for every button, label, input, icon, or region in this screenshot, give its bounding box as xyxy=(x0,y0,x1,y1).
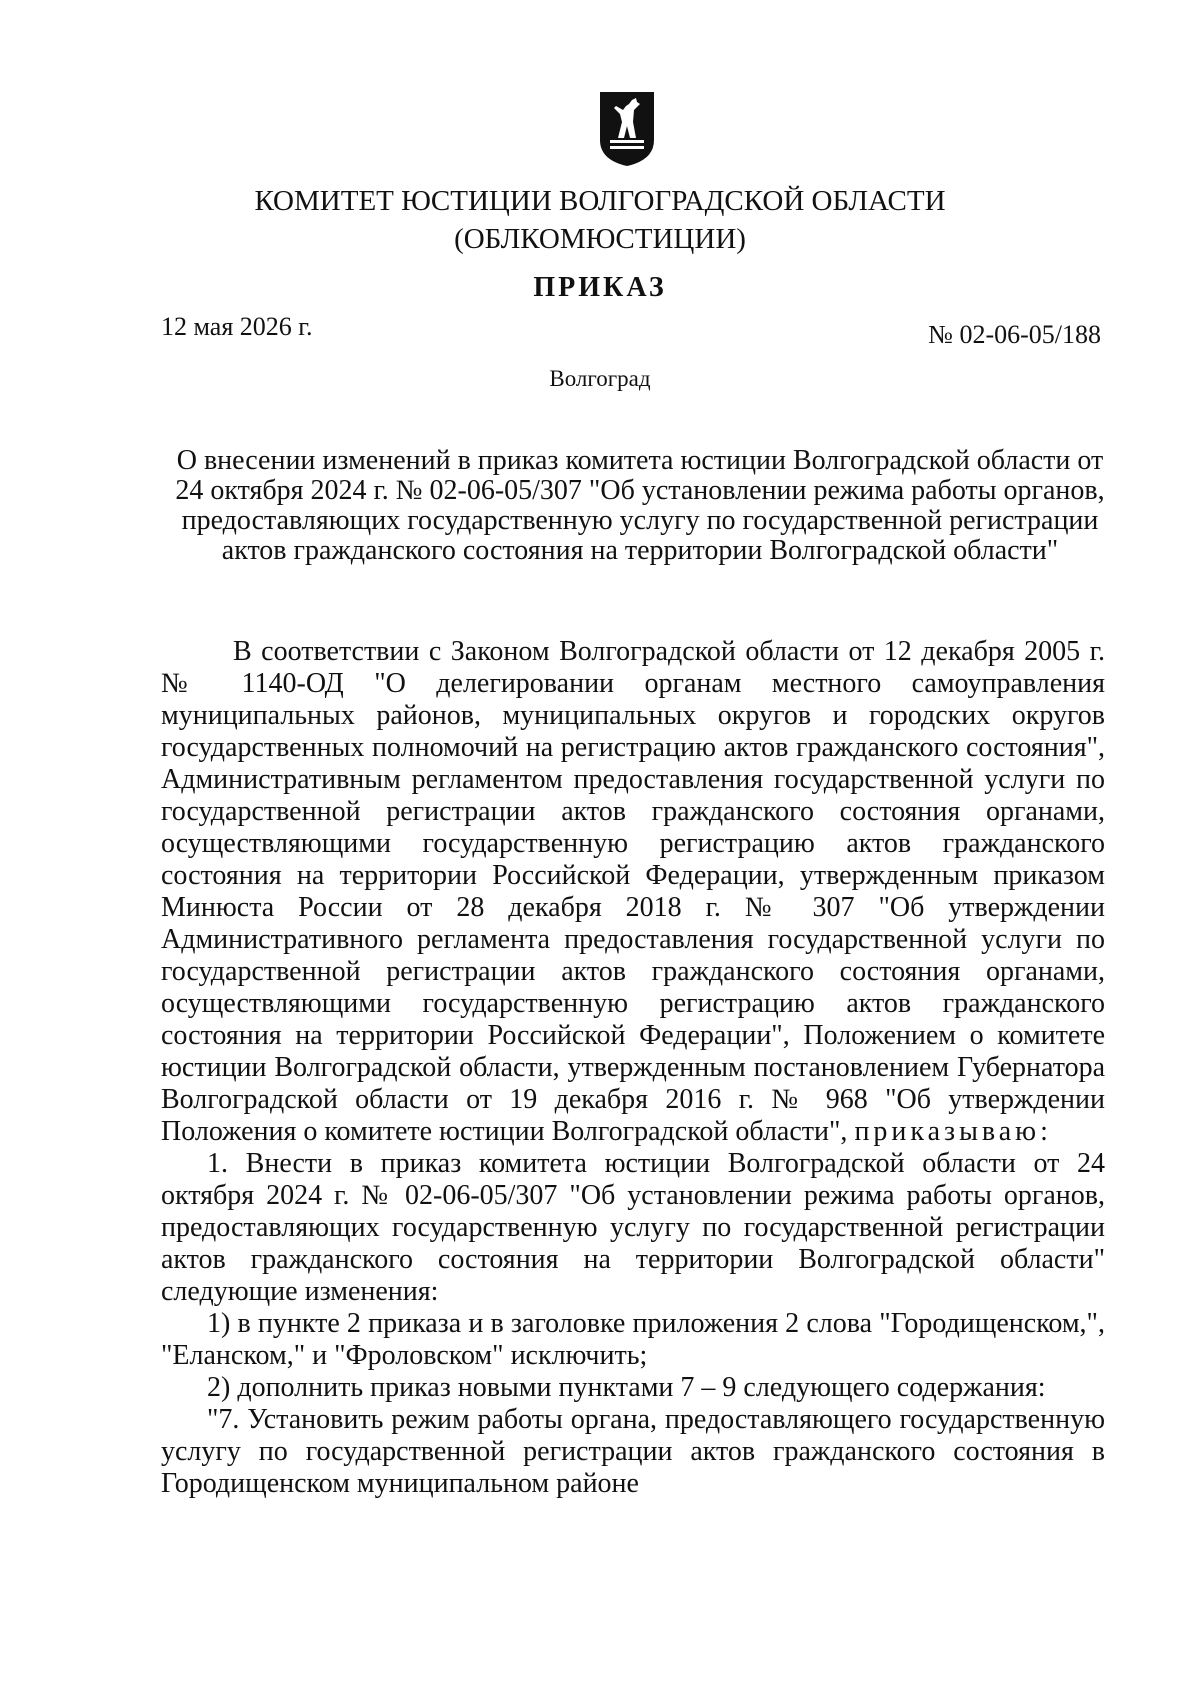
subitem-2: 2) дополнить приказ новыми пунктами 7 – 9 следующего содержания: xyxy=(207,1372,1046,1403)
document-date: 12 мая 2026 г. xyxy=(161,312,313,341)
organization-name-line1: КОМИТЕТ ЮСТИЦИИ ВОЛГОГРАДСКОЙ ОБЛАСТИ xyxy=(254,185,946,217)
item-7: "7. Установить режим работы органа, предоставляющего государственную услугу по государственной регистрации актов гражданского состояния в Городищенском муниципальном районе xyxy=(161,1404,1105,1499)
document-type: ПРИКАЗ xyxy=(533,272,667,303)
order-word: приказываю: xyxy=(854,1116,1052,1147)
organization-name-line2: (ОБЛКОМЮСТИЦИИ) xyxy=(454,223,746,255)
item-1: 1. Внести в приказ комитета юстиции Волгоградской области от 24 октября 2024 г. № 02-06-05/307 "Об установлении режима работы органов, предоставляющих государственную услугу по государственной регистрации актов гражданского состояния на территории Волгоградской области" следующие изменения: xyxy=(161,1148,1105,1307)
document-number: № 02-06-05/188 xyxy=(928,320,1101,349)
preamble-text: В соответствии с Законом Волгоградской области от 12 декабря 2005 г. № 1140-ОД "О делегировании органам местного самоуправления муниципальных районов, муниципальных округов и городских округов государственных полномочий на регистрацию актов гражданского состояния", Административным регламентом предоставления государственной услуги по государственной регистрации актов гражданского состояния органами, осуществляющими государственную регистрацию актов гражданского состояния на территории Российской Федерации, утвержденным приказом Минюста России от 28 декабря 2018 г. № 307 "Об утверждении Административного регламента предоставления государственной услуги по государственной регистрации актов гражданского состояния органами, осуществляющими государственную регистрацию актов гражданского состояния на территории Российской Федерации", Положением о комитете юстиции Волгоградской области, утвержденным постановлением Губернатора Волгоградской области от 19 декабря 2016 г. № 968 "Об утверждении Положения о комитете юстиции Волгоградской области", xyxy=(161,636,1105,1147)
document-title: О внесении изменений в приказ комитета юстиции Волгоградской области от 24 октября 2024 г. № 02-06-05/307 "Об установлении режима работы органов, предоставляющих государственную услугу по государственной регистрации актов гражданского состояния на территории Волгоградской области" xyxy=(175,445,1105,566)
document-city: Волгоград xyxy=(549,366,651,391)
preamble-paragraph xyxy=(161,636,1105,1148)
organization-name xyxy=(0,182,1200,258)
subitem-1: 1) в пункте 2 приказа и в заголовке приложения 2 слова "Городищенском,", "Еланском," и "Фроловском" исключить; xyxy=(161,1308,1105,1371)
volgograd-emblem-icon xyxy=(596,88,658,168)
document-body xyxy=(161,636,1105,1500)
